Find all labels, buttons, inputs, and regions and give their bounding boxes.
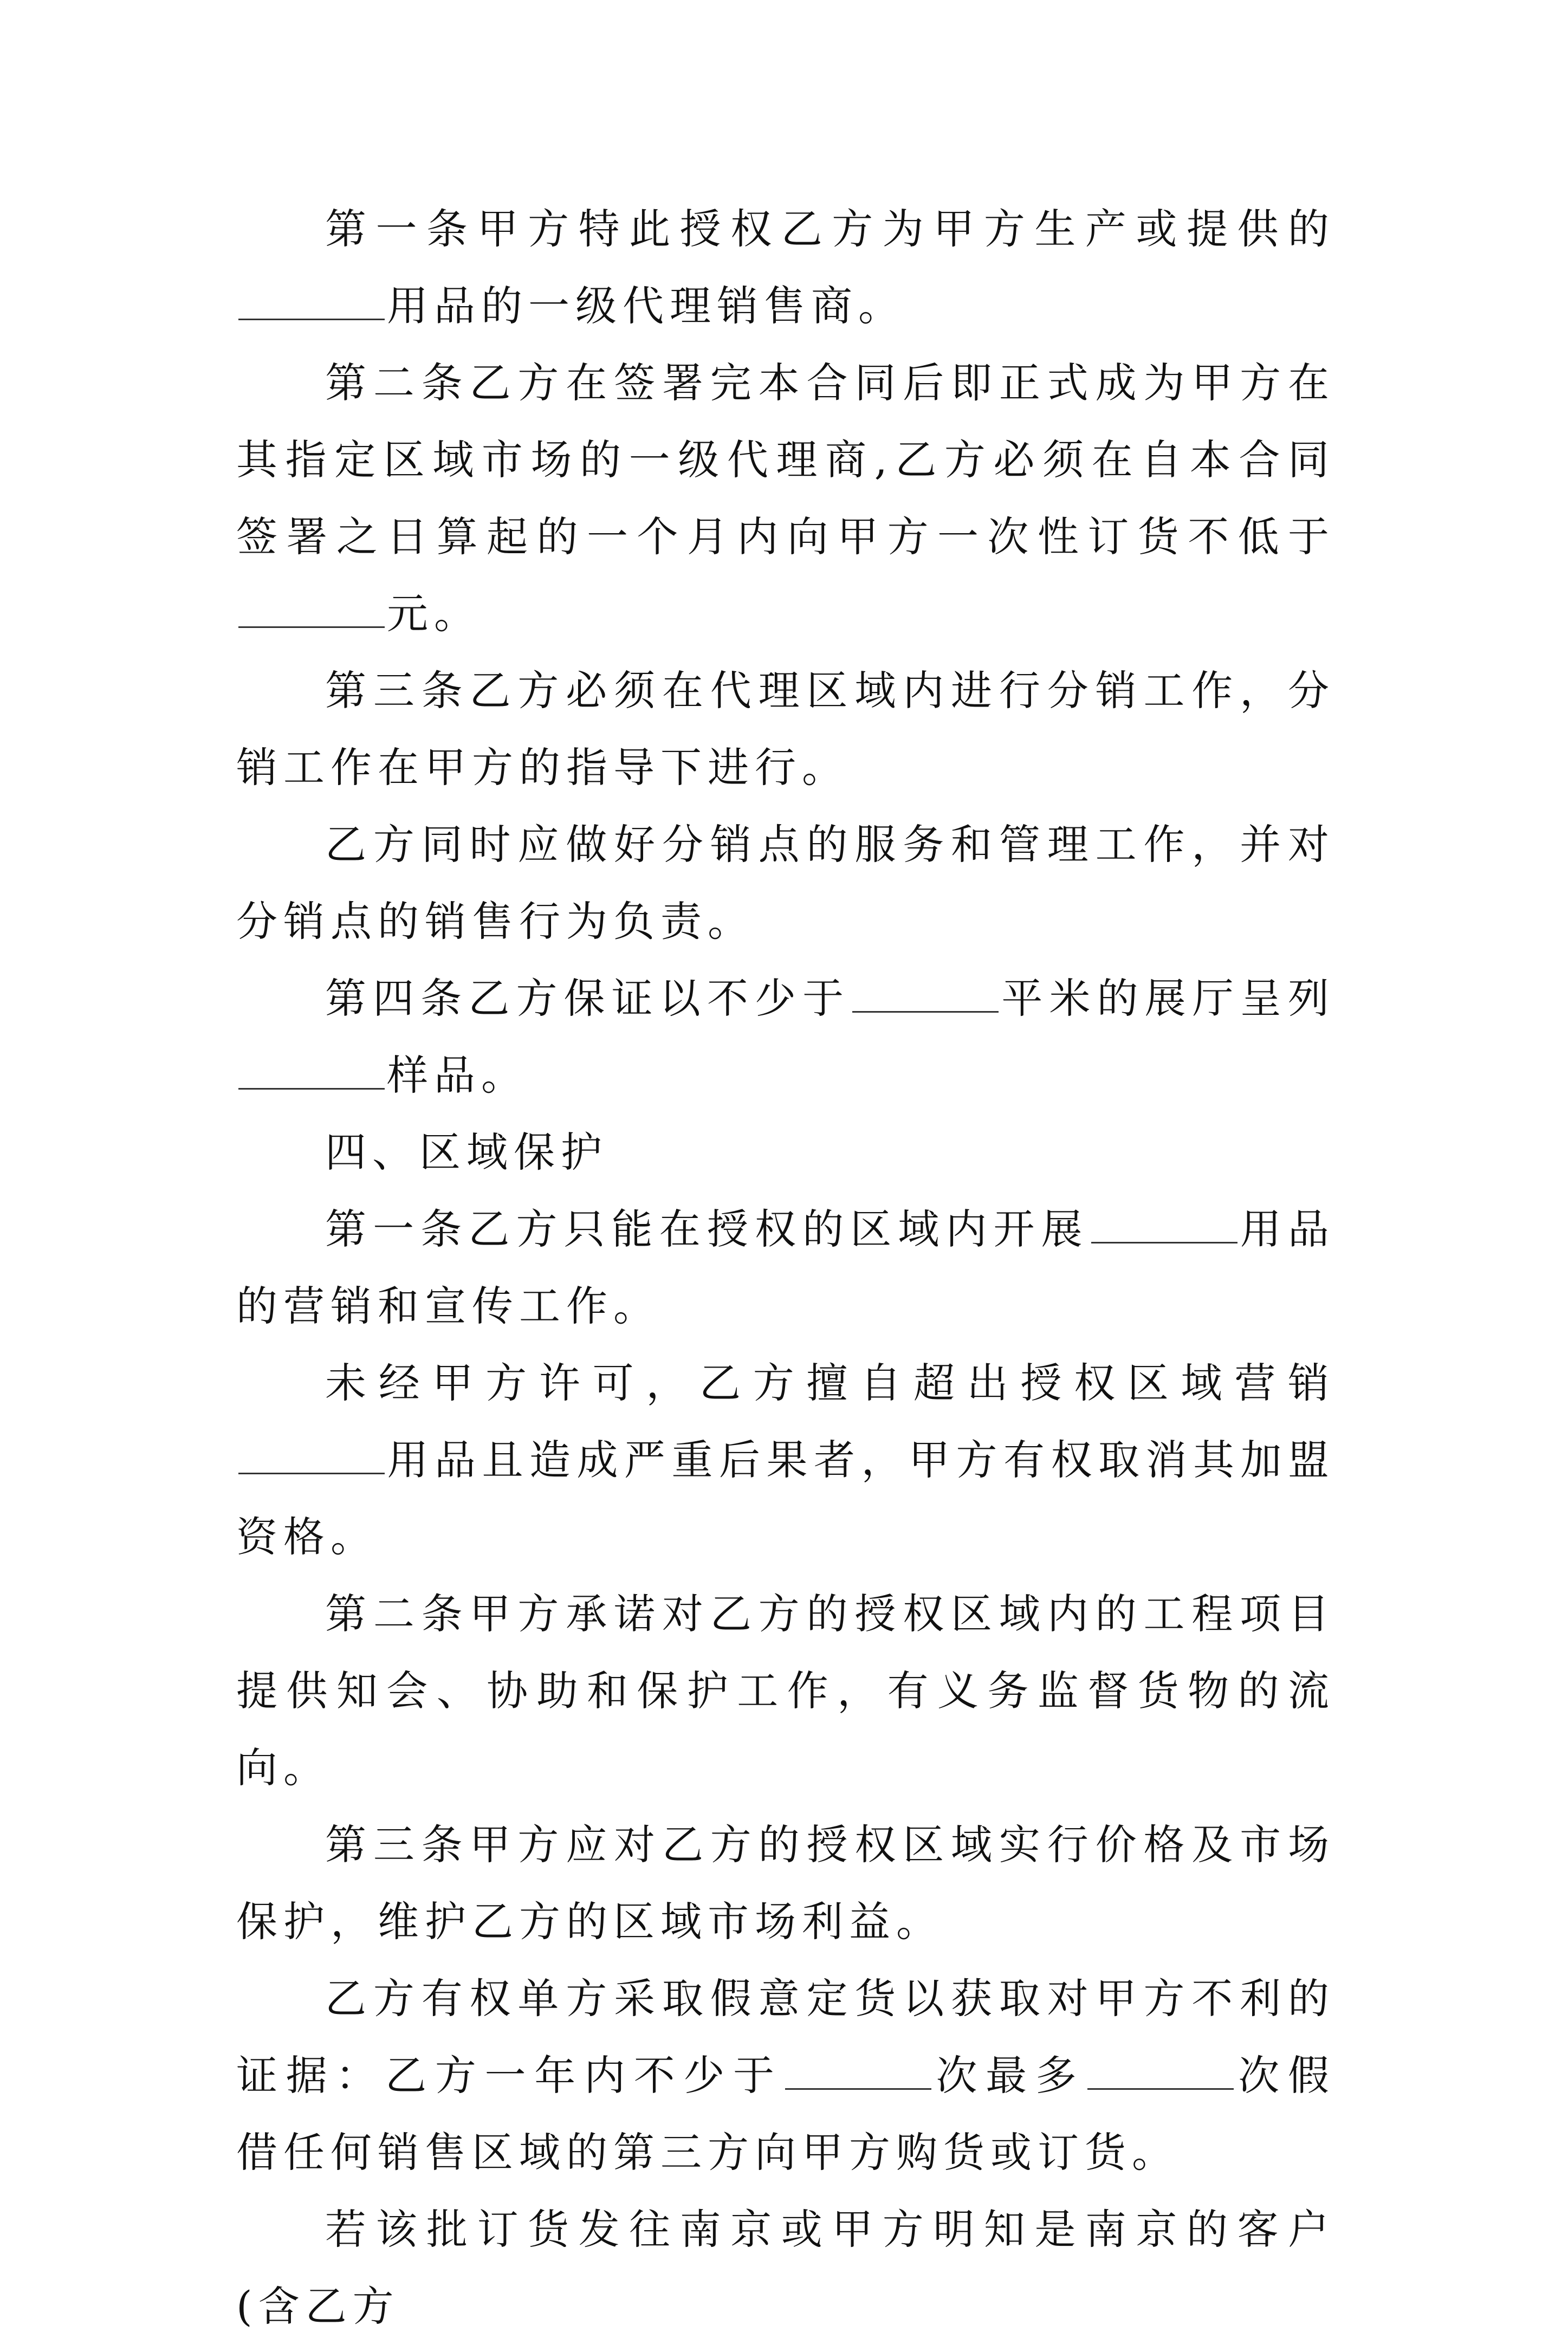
paragraph-unauthorized-sales xyxy=(236,1345,1335,1576)
paragraph-text: 第三条甲方应对乙方的授权区域实行价格及市场保护，维护乙方的区域市场利益。 xyxy=(236,1821,1335,1946)
document-body xyxy=(236,191,1335,2345)
fill-in-blank xyxy=(785,2056,931,2090)
fill-in-blank xyxy=(238,594,385,628)
paragraph-text: 元。 xyxy=(387,590,481,638)
paragraph-text: 乙方有权单方采取假意定货以获取对甲方不利的证据：乙方一年内不少于 xyxy=(236,1974,1335,2100)
paragraph-text: 样品。 xyxy=(387,1051,528,1099)
paragraph-text: 乙方同时应做好分销点的服务和管理工作，并对分销点的销售行为负责。 xyxy=(236,820,1335,945)
paragraph-mystery-orders xyxy=(236,1960,1335,2191)
paragraph-text: 第二条乙方在签署完本合同后即正式成为甲方在其指定区域市场的一级代理商,乙方必须在自本合同签署之日算起的一个月内向甲方一次性订货不低于 xyxy=(236,359,1335,561)
paragraph-text: 次最多 xyxy=(933,2051,1085,2100)
paragraph-territory-article-1 xyxy=(236,1191,1335,1345)
paragraph-territory-article-2 xyxy=(236,1576,1335,1806)
fill-in-blank xyxy=(1091,1209,1237,1243)
fill-in-blank xyxy=(238,286,385,320)
paragraph-text: 若该批订货发往南京或甲方明知是南京的客户(含乙方 xyxy=(236,2205,1335,2330)
paragraph-text: 平米的展厅呈列 xyxy=(1001,974,1336,1022)
fill-in-blank xyxy=(238,1440,385,1474)
fill-in-blank xyxy=(852,979,999,1013)
paragraph-article-4-showroom xyxy=(236,960,1335,1114)
paragraph-text: 第三条乙方必须在代理区域内进行分销工作，分销工作在甲方的指导下进行。 xyxy=(236,666,1335,792)
section-heading-territory-protection xyxy=(236,1114,1335,1191)
paragraph-article-3-distribution xyxy=(236,652,1335,806)
paragraph-territory-article-3 xyxy=(236,1806,1335,1960)
paragraph-text: 第四条乙方保证以不少于 xyxy=(325,974,851,1022)
fill-in-blank xyxy=(1087,2056,1234,2090)
paragraph-text: 用品的一级代理销售商。 xyxy=(387,282,905,330)
paragraph-nanjing-orders xyxy=(236,2191,1335,2345)
paragraph-article-2-first-order xyxy=(236,345,1335,652)
paragraph-article-1-authorization xyxy=(236,191,1335,345)
paragraph-text: 用品的营销和宣传工作。 xyxy=(236,1205,1336,1330)
fill-in-blank xyxy=(238,1055,385,1090)
paragraph-distribution-management xyxy=(236,806,1335,960)
section-heading-text: 四、区域保护 xyxy=(325,1128,608,1176)
paragraph-text: 第二条甲方承诺对乙方的授权区域内的工程项目提供知会、协助和保护工作，有义务监督货物的流向。 xyxy=(236,1590,1335,1792)
paragraph-text: 次假借任何销售区域的第三方向甲方购货或订货。 xyxy=(236,2051,1336,2176)
paragraph-text: 第一条甲方特此授权乙方为甲方生产或提供的 xyxy=(325,205,1335,253)
paragraph-text: 用品且造成严重后果者，甲方有权取消其加盟资格。 xyxy=(236,1436,1335,1561)
paragraph-text: 第一条乙方只能在授权的区域内开展 xyxy=(325,1205,1089,1253)
paragraph-text: 未经甲方许可，乙方擅自超出授权区域营销 xyxy=(325,1359,1335,1407)
